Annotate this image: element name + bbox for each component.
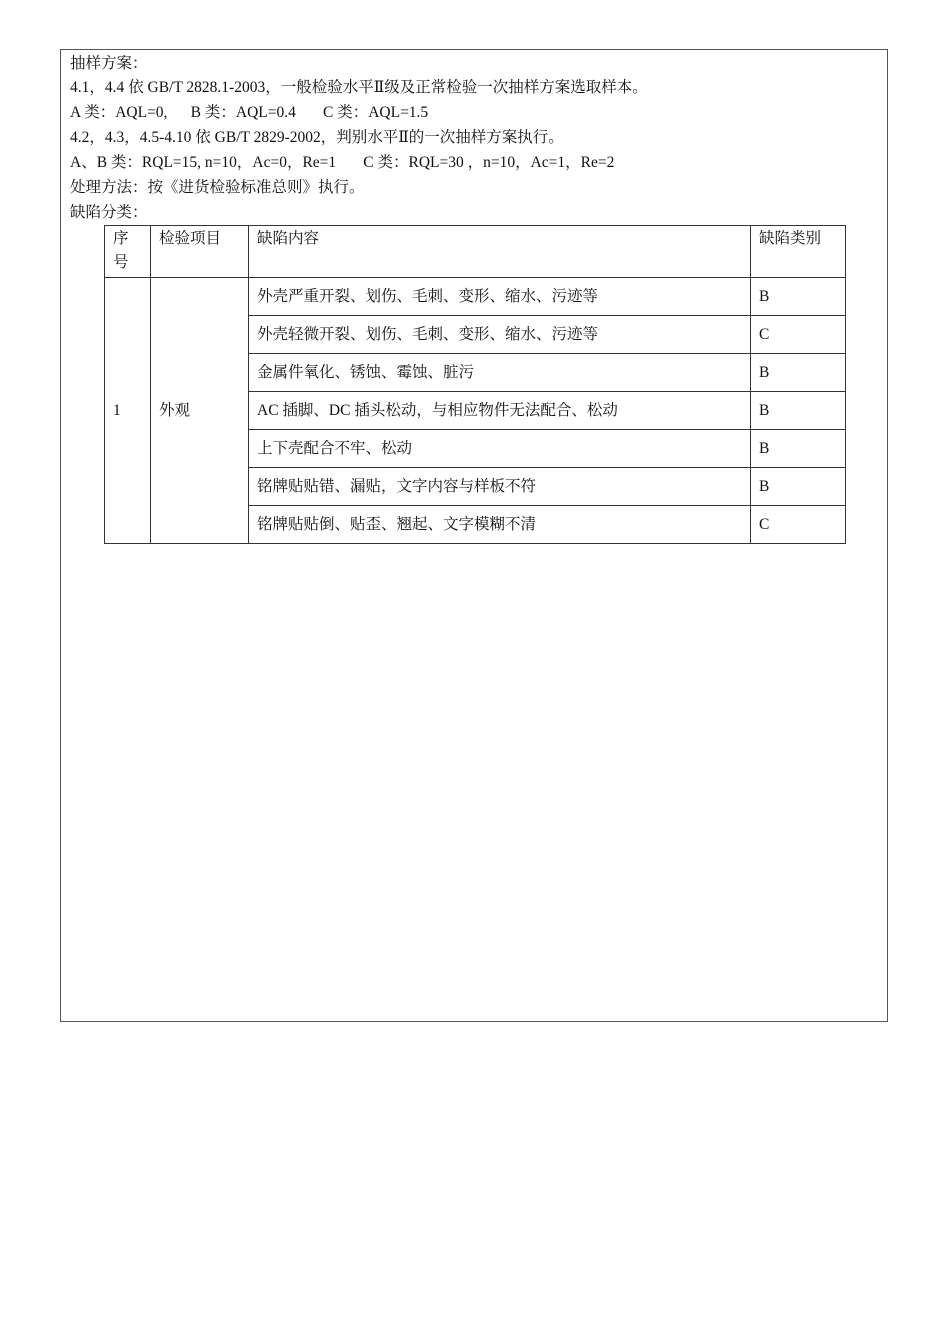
sampling-rule-gb2829: 4.2，4.3，4.5-4.10 依 GB/T 2829-2002，判别水平Ⅱ的一次抽样方案执行。 — [70, 129, 564, 146]
handling-method: 处理方法：按《进货检验标准总则》执行。 — [70, 179, 365, 196]
header-category: 缺陷类别 — [751, 226, 846, 278]
defect-content-cell: 铭牌贴贴倒、贴歪、翘起、文字模糊不清 — [249, 506, 751, 544]
defect-content-cell: AC 插脚、DC 插头松动，与相应物件无法配合、松动 — [249, 392, 751, 430]
table-row — [105, 278, 846, 316]
defect-content-cell: 上下壳配合不牢、松动 — [249, 430, 751, 468]
defect-category-cell: B — [751, 430, 846, 468]
defect-content-cell: 外壳严重开裂、划伤、毛刺、变形、缩水、污迹等 — [249, 278, 751, 316]
header-content: 缺陷内容 — [249, 226, 751, 278]
defect-category-cell: B — [751, 468, 846, 506]
defect-content-cell: 外壳轻微开裂、划伤、毛刺、变形、缩水、污迹等 — [249, 316, 751, 354]
sampling-rql-values: A、B 类：RQL=15, n=10，Ac=0，Re=1 C 类：RQL=30 ，n=10，Ac=1，Re=2 — [70, 154, 615, 171]
defect-category-cell: B — [751, 392, 846, 430]
defect-category-cell: B — [751, 278, 846, 316]
sampling-heading: 抽样方案： — [70, 55, 148, 72]
group-seq-cell: 1 — [105, 278, 151, 544]
defect-table — [104, 225, 846, 544]
sampling-aql-values: A 类：AQL=0, B 类：AQL=0.4 C 类：AQL=1.5 — [70, 104, 429, 121]
header-seq: 序号 — [105, 226, 151, 278]
defect-category-cell: C — [751, 506, 846, 544]
defect-category-cell: B — [751, 354, 846, 392]
sampling-rule-gb2828: 4.1，4.4 依 GB/T 2828.1-2003，一般检验水平Ⅱ级及正常检验一次抽样方案选取样本。 — [70, 79, 648, 96]
defect-category-cell: C — [751, 316, 846, 354]
group-item-cell: 外观 — [151, 278, 249, 544]
header-item: 检验项目 — [151, 226, 249, 278]
defect-classification-heading: 缺陷分类： — [70, 204, 148, 221]
table-header-row — [105, 226, 846, 278]
defect-content-cell: 铭牌贴贴错、漏贴，文字内容与样板不符 — [249, 468, 751, 506]
defect-content-cell: 金属件氧化、锈蚀、霉蚀、脏污 — [249, 354, 751, 392]
document-frame — [60, 49, 888, 1022]
